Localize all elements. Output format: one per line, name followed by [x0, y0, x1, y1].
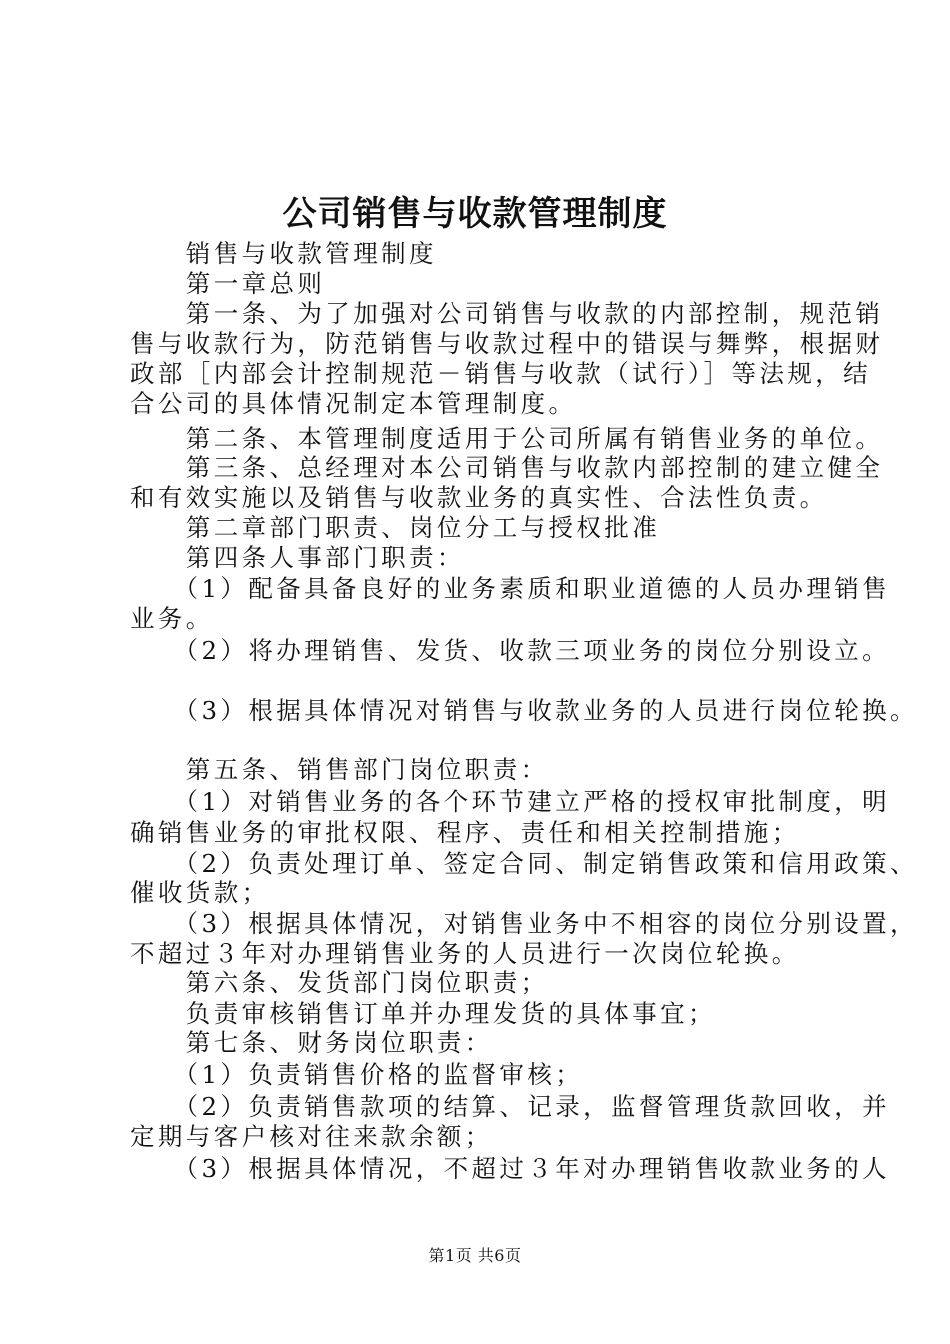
body-line: 第三条、总经理对本公司销售与收款内部控制的建立健全	[130, 453, 884, 482]
body-line: （2）负责销售款项的结算、记录，监督管理货款回收，并	[130, 1092, 891, 1121]
body-line: （3）根据具体情况，对销售业务中不相容的岗位分别设置，	[130, 909, 918, 938]
page-footer: 第1页 共6页	[428, 1246, 522, 1265]
body-line: （2）负责处理订单、签定合同、制定销售政策和信用政策、	[130, 849, 918, 878]
body-line: 第一章总则	[130, 269, 326, 298]
body-line: 不超过３年对办理销售业务的人员进行一次岗位轮换。	[130, 939, 800, 968]
body-line: 定期与客户核对往来款余额；	[130, 1122, 493, 1151]
body-line: （1）配备具备良好的业务素质和职业道德的人员办理销售	[130, 574, 891, 603]
body-line: 催收货款；	[130, 878, 270, 907]
body-line: 第七条、财务岗位职责：	[130, 1028, 493, 1057]
body-line: （1）对销售业务的各个环节建立严格的授权审批制度，明	[130, 787, 891, 816]
body-line: 第五条、销售部门岗位职责：	[130, 755, 549, 784]
body-line: 负责审核销售订单并办理发货的具体事宜；	[130, 999, 716, 1028]
body-line: 售与收款行为，防范销售与收款过程中的错误与舞弊，根据财	[130, 329, 884, 358]
document-title: 公司销售与收款管理制度	[282, 194, 668, 234]
body-line: 合公司的具体情况制定本管理制度。	[130, 389, 577, 418]
body-line: （3）根据具体情况对销售与收款业务的人员进行岗位轮换。	[130, 696, 918, 725]
body-line: 政部［内部会计控制规范－销售与收款（试行）］等法规，结	[130, 359, 872, 388]
body-line: 确销售业务的审批权限、程序、责任和相关控制措施；	[130, 818, 800, 847]
body-line: （1）负责销售价格的监督审核；	[130, 1060, 584, 1089]
body-line: （2）将办理销售、发货、收款三项业务的岗位分别设立。	[130, 636, 891, 665]
body-line: （3）根据具体情况，不超过３年对办理销售收款业务的人	[130, 1154, 891, 1183]
body-line: 第六条、发货部门岗位职责；	[130, 968, 549, 997]
body-line: 第四条人事部门职责：	[130, 543, 465, 572]
body-line: 业务。	[130, 604, 214, 633]
body-line: 和有效实施以及销售与收款业务的真实性、合法性负责。	[130, 483, 828, 512]
body-line: 销售与收款管理制度	[130, 239, 437, 268]
body-line: 第二条、本管理制度适用于公司所属有销售业务的单位。	[130, 424, 884, 453]
body-line: 第二章部门职责、岗位分工与授权批准	[130, 513, 661, 542]
body-line: 第一条、为了加强对公司销售与收款的内部控制，规范销	[130, 299, 884, 328]
